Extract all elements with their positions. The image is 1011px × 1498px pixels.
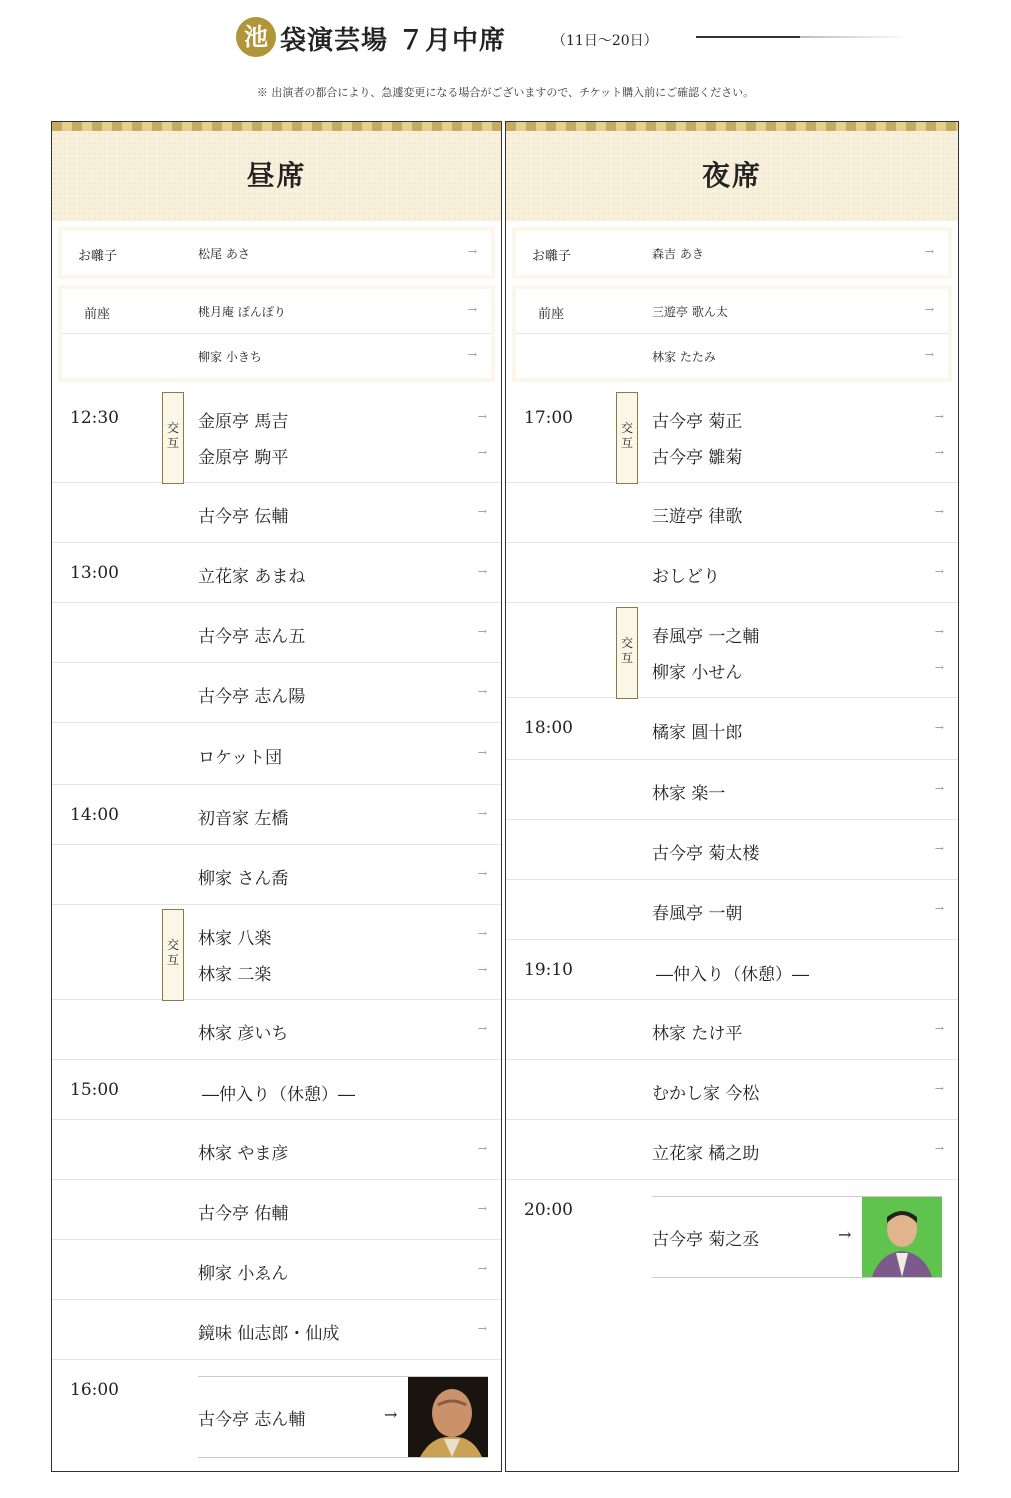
act-row[interactable] bbox=[52, 1180, 501, 1240]
arrow-icon: → bbox=[934, 625, 944, 638]
act-row[interactable] bbox=[52, 400, 501, 436]
headliner-slot bbox=[52, 1360, 501, 1472]
change-notice: ※ 出演者の都合により、急遽変更になる場合がございますので、チケット購入前にご確認ください。 bbox=[256, 86, 755, 99]
act-row[interactable] bbox=[52, 1240, 501, 1300]
ohayashi-name: 森吉 あき bbox=[652, 247, 704, 261]
arrow-icon: → bbox=[934, 1082, 944, 1095]
maeza-row[interactable] bbox=[516, 333, 948, 378]
act-row[interactable] bbox=[52, 603, 501, 663]
slot-time: 12:30 bbox=[70, 408, 119, 428]
arrow-icon: → bbox=[467, 303, 477, 316]
arrow-icon: → bbox=[934, 661, 944, 674]
performer-name: 金原亭 馬吉 bbox=[198, 412, 289, 432]
arrow-icon: → bbox=[477, 1322, 487, 1335]
performer-name: 立花家 あまね bbox=[198, 567, 306, 587]
act-row[interactable] bbox=[506, 1060, 958, 1120]
arrow-icon: → bbox=[477, 410, 487, 423]
gold-band bbox=[52, 122, 501, 131]
day-schedule bbox=[52, 388, 501, 1472]
arrow-icon: → bbox=[924, 348, 934, 361]
performer-name: 古今亭 雛菊 bbox=[652, 448, 743, 468]
arrow-icon: → bbox=[477, 963, 487, 976]
act-row[interactable] bbox=[506, 400, 958, 436]
slot-time: 20:00 bbox=[524, 1200, 573, 1220]
act-row[interactable] bbox=[52, 845, 501, 905]
headliner-name: 古今亭 菊之丞 bbox=[652, 1230, 760, 1250]
arrow-icon: → bbox=[477, 1202, 487, 1215]
performer-name: 初音家 左橋 bbox=[198, 809, 289, 829]
arrow-icon: → bbox=[934, 505, 944, 518]
time-slot bbox=[52, 905, 501, 1000]
act-row[interactable] bbox=[506, 1120, 958, 1180]
ohayashi-row[interactable] bbox=[62, 231, 491, 275]
performer-name: 古今亭 志ん五 bbox=[198, 627, 306, 647]
arrow-icon: → bbox=[477, 867, 487, 880]
arrow-icon: → bbox=[477, 746, 487, 759]
page-header bbox=[0, 0, 1011, 70]
slot-time: 17:00 bbox=[524, 408, 573, 428]
logo-badge: 池 bbox=[236, 17, 276, 57]
act-row[interactable] bbox=[506, 698, 958, 760]
performer-name: 古今亭 菊太楼 bbox=[652, 844, 760, 864]
performer-name: 林家 八楽 bbox=[198, 929, 272, 949]
intermission-label: ―仲入り（休憩）― bbox=[656, 965, 809, 985]
performer-name: おしどり bbox=[652, 567, 720, 587]
arrow-icon: → bbox=[477, 1142, 487, 1155]
performer-name: 柳家 さん喬 bbox=[198, 869, 289, 889]
performer-name: 林家 彦いち bbox=[198, 1024, 289, 1044]
ohayashi-label: お囃子 bbox=[78, 249, 118, 264]
performer-name: 柳家 小ゑん bbox=[198, 1264, 289, 1284]
act-row[interactable] bbox=[52, 785, 501, 845]
alternating-mark: 交 互 bbox=[162, 392, 184, 484]
act-row[interactable] bbox=[506, 651, 958, 687]
title-rule-fade bbox=[800, 36, 910, 38]
time-slot bbox=[506, 603, 958, 698]
maeza-name: 三遊亭 歌ん太 bbox=[652, 305, 728, 319]
maeza-name: 林家 たたみ bbox=[652, 350, 716, 364]
performer-name: 三遊亭 律歌 bbox=[652, 507, 743, 527]
arrow-icon: → bbox=[477, 505, 487, 518]
headliner-photo[interactable] bbox=[862, 1197, 942, 1277]
page-title: 袋演芸場 ７月中席 bbox=[280, 26, 507, 56]
maeza-label: 前座 bbox=[84, 307, 111, 322]
act-row[interactable] bbox=[506, 820, 958, 880]
arrow-icon: → bbox=[934, 902, 944, 915]
maeza-box bbox=[512, 285, 952, 382]
act-row[interactable] bbox=[506, 760, 958, 820]
arrow-icon: → bbox=[477, 807, 487, 820]
day-heading: 昼席 bbox=[52, 131, 501, 221]
act-row[interactable] bbox=[506, 615, 958, 651]
performer-name: 橘家 圓十郎 bbox=[652, 723, 743, 743]
maeza-row[interactable] bbox=[516, 289, 948, 333]
act-row[interactable] bbox=[52, 663, 501, 723]
time-slot bbox=[506, 388, 958, 483]
slot-time: 14:00 bbox=[70, 805, 119, 825]
act-row[interactable] bbox=[52, 483, 501, 543]
arrow-icon: → bbox=[934, 721, 944, 734]
alternating-mark: 交 互 bbox=[616, 607, 638, 699]
performer-name: 柳家 小せん bbox=[652, 663, 743, 683]
performer-name: 林家 二楽 bbox=[198, 965, 272, 985]
arrow-icon: → bbox=[934, 410, 944, 423]
arrow-icon: → bbox=[477, 565, 487, 578]
day-program-column bbox=[51, 121, 502, 1472]
ohayashi-label: お囃子 bbox=[532, 249, 572, 264]
arrow-icon: → bbox=[477, 1022, 487, 1035]
arrow-icon: → bbox=[934, 782, 944, 795]
arrow-icon: → bbox=[838, 1225, 852, 1244]
act-row[interactable] bbox=[506, 543, 958, 603]
slot-time: 18:00 bbox=[524, 718, 573, 738]
act-row[interactable] bbox=[52, 1000, 501, 1060]
arrow-icon: → bbox=[467, 348, 477, 361]
arrow-icon: → bbox=[924, 245, 934, 258]
headliner-photo[interactable] bbox=[408, 1377, 488, 1457]
night-schedule bbox=[506, 388, 958, 1292]
time-slot bbox=[52, 388, 501, 483]
performer-name: 春風亭 一朝 bbox=[652, 904, 743, 924]
performer-name: 林家 たけ平 bbox=[652, 1024, 743, 1044]
act-row[interactable] bbox=[52, 1120, 501, 1180]
performer-name: 古今亭 佑輔 bbox=[198, 1204, 289, 1224]
arrow-icon: → bbox=[477, 927, 487, 940]
arrow-icon: → bbox=[934, 446, 944, 459]
date-range: （11日〜20日） bbox=[552, 33, 658, 49]
intermission-row bbox=[506, 940, 958, 1000]
headliner-slot bbox=[506, 1180, 958, 1292]
performer-name: 林家 楽一 bbox=[652, 784, 726, 804]
portrait-image bbox=[408, 1377, 488, 1457]
act-row[interactable] bbox=[506, 436, 958, 472]
alternating-mark: 交 互 bbox=[162, 909, 184, 1001]
performer-name: 春風亭 一之輔 bbox=[652, 627, 760, 647]
performer-name: 古今亭 志ん陽 bbox=[198, 687, 306, 707]
portrait-image bbox=[862, 1197, 942, 1277]
maeza-box bbox=[58, 285, 495, 382]
arrow-icon: → bbox=[477, 685, 487, 698]
slot-time: 16:00 bbox=[70, 1380, 119, 1400]
act-row[interactable] bbox=[506, 483, 958, 543]
arrow-icon: → bbox=[934, 1022, 944, 1035]
headliner-name: 古今亭 志ん輔 bbox=[198, 1410, 306, 1430]
slot-time: 13:00 bbox=[70, 563, 119, 583]
maeza-name: 柳家 小きち bbox=[198, 350, 262, 364]
gold-band bbox=[506, 122, 958, 131]
maeza-row[interactable] bbox=[62, 333, 491, 378]
act-row[interactable] bbox=[506, 1000, 958, 1060]
maeza-name: 桃月庵 ぽんぽり bbox=[198, 305, 286, 319]
act-row[interactable] bbox=[52, 953, 501, 989]
ohayashi-row[interactable] bbox=[516, 231, 948, 275]
title-rule bbox=[696, 36, 800, 38]
arrow-icon: → bbox=[477, 1262, 487, 1275]
intermission-label: ―仲入り（休憩）― bbox=[202, 1085, 355, 1105]
performer-name: ロケット団 bbox=[198, 748, 283, 768]
headliner-row[interactable] bbox=[652, 1196, 942, 1278]
ohayashi-box bbox=[58, 227, 495, 279]
act-row[interactable] bbox=[52, 917, 501, 953]
arrow-icon: → bbox=[477, 625, 487, 638]
performer-name: 鏡味 仙志郎・仙成 bbox=[198, 1324, 340, 1344]
arrow-icon: → bbox=[924, 303, 934, 316]
ohayashi-name: 松尾 あさ bbox=[198, 247, 250, 261]
arrow-icon: → bbox=[934, 842, 944, 855]
act-row[interactable] bbox=[52, 1300, 501, 1360]
arrow-icon: → bbox=[934, 1142, 944, 1155]
performer-name: 金原亭 駒平 bbox=[198, 448, 289, 468]
performer-name: 古今亭 伝輔 bbox=[198, 507, 289, 527]
arrow-icon: → bbox=[467, 245, 477, 258]
performer-name: 古今亭 菊正 bbox=[652, 412, 743, 432]
act-row[interactable] bbox=[52, 543, 501, 603]
intermission-row bbox=[52, 1060, 501, 1120]
performer-name: むかし家 今松 bbox=[652, 1084, 760, 1104]
night-program-column bbox=[505, 121, 959, 1472]
maeza-label: 前座 bbox=[538, 307, 565, 322]
arrow-icon: → bbox=[384, 1405, 398, 1424]
slot-time: 15:00 bbox=[70, 1080, 119, 1100]
alternating-mark: 交 互 bbox=[616, 392, 638, 484]
slot-time: 19:10 bbox=[524, 960, 573, 980]
arrow-icon: → bbox=[477, 446, 487, 459]
maeza-row[interactable] bbox=[62, 289, 491, 333]
act-row[interactable] bbox=[52, 723, 501, 785]
act-row[interactable] bbox=[52, 436, 501, 472]
arrow-icon: → bbox=[934, 565, 944, 578]
ohayashi-box bbox=[512, 227, 952, 279]
headliner-row[interactable] bbox=[198, 1376, 488, 1458]
night-heading: 夜席 bbox=[506, 131, 958, 221]
performer-name: 立花家 橘之助 bbox=[652, 1144, 760, 1164]
act-row[interactable] bbox=[506, 880, 958, 940]
performer-name: 林家 やま彦 bbox=[198, 1144, 289, 1164]
